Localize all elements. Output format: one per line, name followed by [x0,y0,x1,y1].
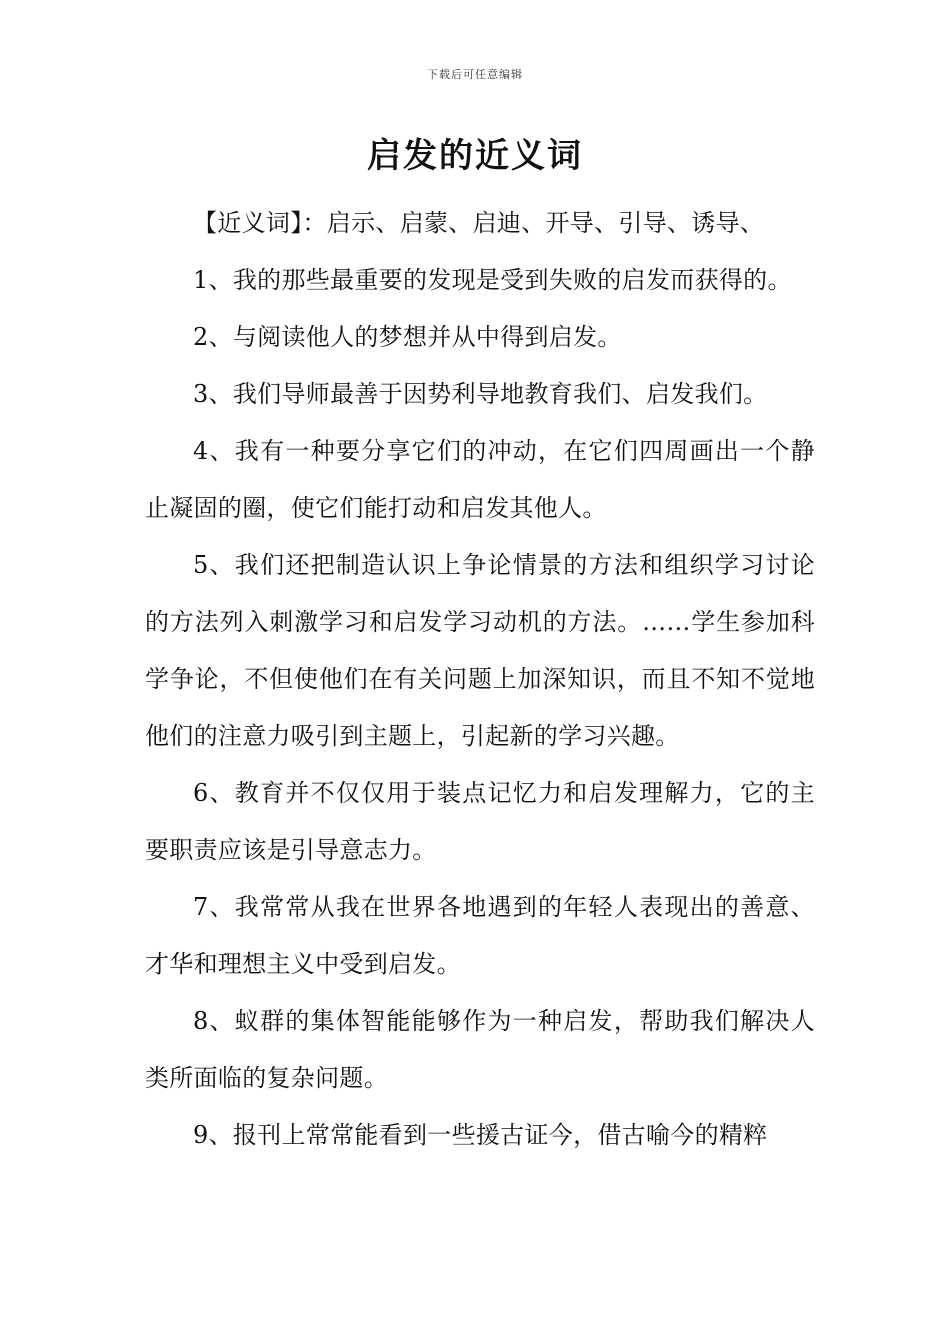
document-title: 启发的近义词 [367,136,583,176]
synonyms-paragraph: 【近义词】：启示、启蒙、启迪、开导、引导、诱导、 [193,209,765,237]
example-sentence-7: 7、我常常从我在世界各地遇到的年轻人表现出的善意、才华和理想主义中受到启发。 [145,893,815,978]
example-sentence-2: 2、与阅读他人的梦想并从中得到启发。 [193,323,622,351]
example-sentence-9: 9、报刊上常常能看到一些援古证今，借古喻今的精粹 [193,1121,768,1149]
document-body [145,195,815,1164]
example-sentence-6: 6、教育并不仅仅用于装点记忆力和启发理解力，它的主要职责应该是引导意志力。 [145,779,815,864]
example-sentence-5: 5、我们还把制造认识上争论情景的方法和组织学习讨论的方法列入刺激学习和启发学习动机的方法。……学生参加科学争论，不但使他们在有关问题上加深知识，而且不知不觉地他们的注意力吸引到主题上，引起新的学习兴趣。 [145,551,815,750]
header-note: 下载后可任意编辑 [427,68,523,81]
example-sentence-8: 8、蚁群的集体智能能够作为一种启发，帮助我们解决人类所面临的复杂问题。 [145,1007,815,1092]
example-sentence-1: 1、我的那些最重要的发现是受到失败的启发而获得的。 [193,266,792,294]
example-sentence-4: 4、我有一种要分享它们的冲动，在它们四周画出一个静止凝固的圈，使它们能打动和启发其他人。 [145,437,815,522]
example-sentence-3: 3、我们导师最善于因势利导地教育我们、启发我们。 [193,380,768,408]
